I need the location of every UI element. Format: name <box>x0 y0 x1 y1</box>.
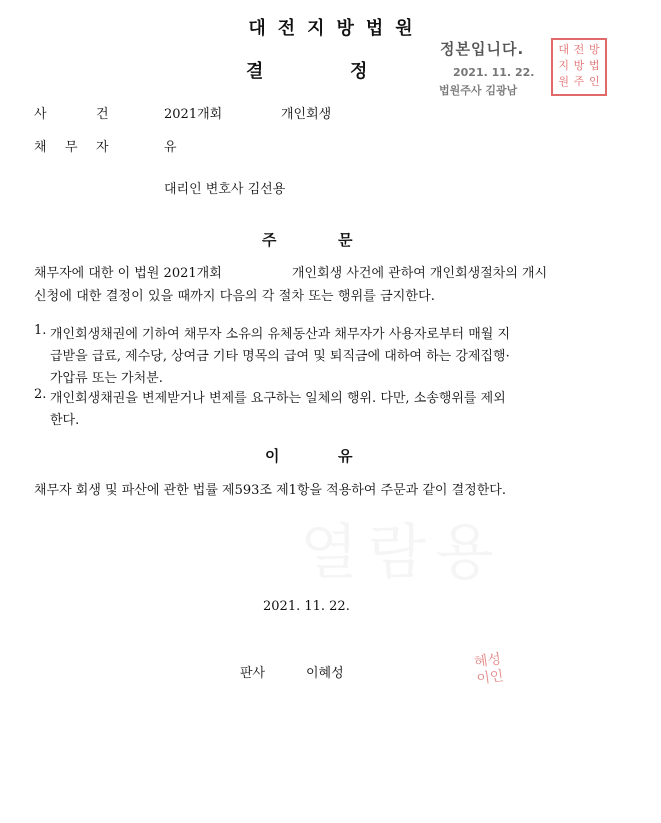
seal-char: 인 <box>489 668 505 686</box>
reason-heading-char: 유 <box>338 447 353 465</box>
debtor-label-char: 자 <box>96 140 109 155</box>
debtor-label-char: 무 <box>65 140 78 155</box>
item-number: 1. <box>34 323 47 338</box>
judge-seal <box>461 639 516 701</box>
doc-type-char-1: 결 <box>246 61 264 82</box>
seal-char: 인 <box>589 75 600 88</box>
order-text: 개인회생 사건에 관하여 개인회생절차의 개시 <box>292 266 548 281</box>
seal-char: 혜 <box>473 653 489 671</box>
reason-heading-char: 이 <box>265 447 280 465</box>
item-number: 2. <box>34 387 47 402</box>
seal-char: 법 <box>589 59 600 72</box>
case-label-char: 사 <box>34 107 47 122</box>
certification-date: 2021. 11. 22. <box>453 66 535 79</box>
court-name: 대전지방법원 <box>248 18 425 39</box>
seal-char: 방 <box>589 43 600 56</box>
court-clerk: 법원주사 김광남 <box>439 84 518 97</box>
case-label-char: 건 <box>96 107 109 122</box>
watermark: 열람용 <box>300 518 504 588</box>
legal-agent: 대리인 변호사 김선용 <box>164 182 286 197</box>
seal-char: 성 <box>486 651 503 670</box>
debtor-label-char: 채 <box>34 140 47 155</box>
seal-char: 이 <box>475 670 492 688</box>
case-number: 2021개회 <box>164 107 223 122</box>
reason-text: 채무자 회생 및 파산에 관한 법률 제593조 제1항을 적용하여 주문과 같이 결정한다. <box>34 483 506 498</box>
order-item-text: 가압류 또는 가처분. <box>50 371 163 386</box>
order-heading-char: 주 <box>262 231 277 249</box>
seal-char: 대 <box>558 43 569 56</box>
order-item-text: 한다. <box>50 413 80 428</box>
order-text: 신청에 대한 결정이 있을 때까지 다음의 각 절차 또는 행위를 금지한다. <box>34 289 435 304</box>
certified-copy-text: 정본입니다. <box>440 40 525 58</box>
judge-name: 이혜성 <box>306 666 344 681</box>
order-item-text: 개인회생채권을 변제받거나 변제를 요구하는 일체의 행위. 다만, 소송행위를 제외 <box>50 391 506 406</box>
case-name: 개인회생 <box>281 107 332 122</box>
order-text: 채무자에 대한 이 법원 2021개회 <box>34 266 222 281</box>
seal-char: 지 <box>558 59 569 72</box>
order-item-text: 급받을 급료, 제수당, 상여금 기타 명목의 급여 및 퇴직금에 대하여 하는 강제집행· <box>50 349 510 364</box>
court-seal <box>551 38 607 96</box>
decision-date: 2021. 11. 22. <box>263 599 350 614</box>
judge-title: 판사 <box>240 666 266 681</box>
debtor-name: 유 <box>164 140 177 155</box>
seal-char: 방 <box>573 59 585 72</box>
order-heading-char: 문 <box>338 231 353 249</box>
seal-char: 전 <box>573 43 585 56</box>
order-item-text: 개인회생채권에 기하여 채무자 소유의 유체동산과 채무자가 사용자로부터 매월 지 <box>50 327 511 342</box>
doc-type-char-2: 정 <box>350 61 368 82</box>
seal-char: 원 <box>558 75 569 88</box>
seal-char: 주 <box>573 75 585 88</box>
